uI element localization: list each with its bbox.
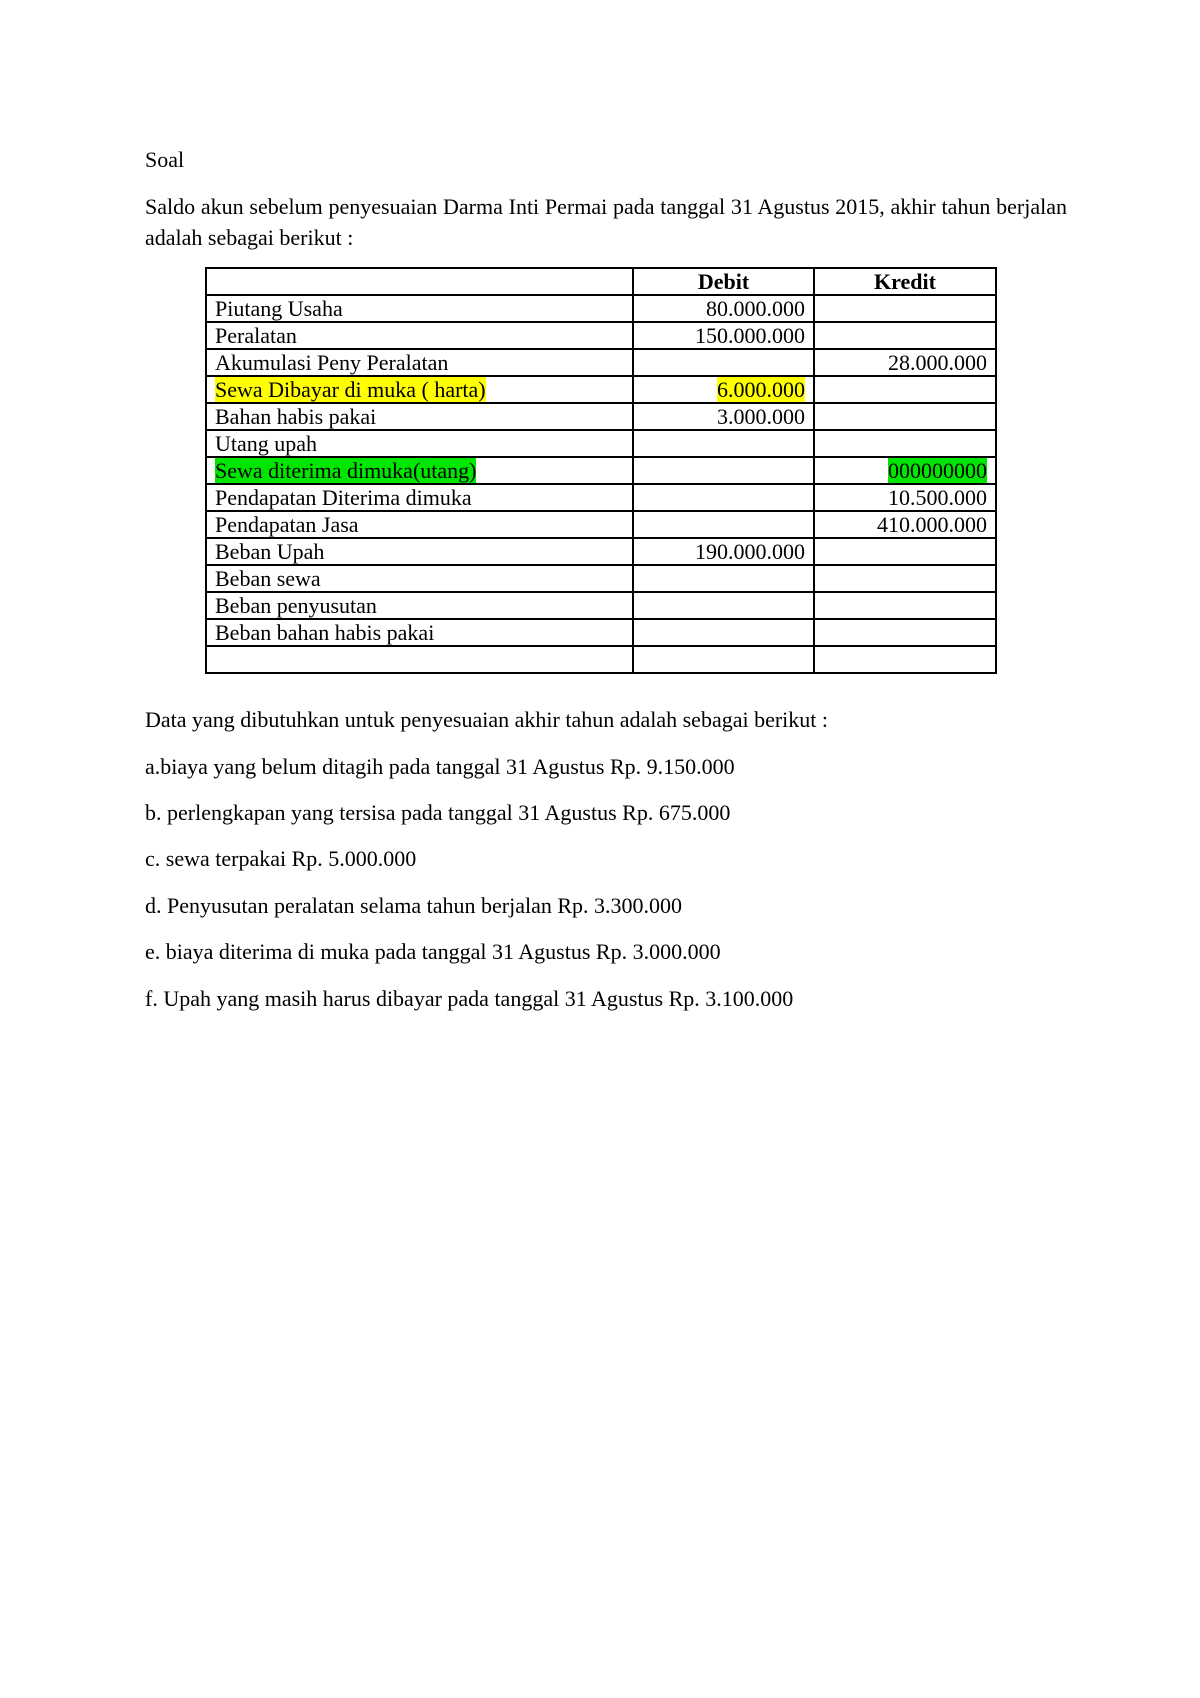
adjustment-item-a: a.biaya yang belum ditagih pada tanggal 31 Agustus Rp. 9.150.000	[145, 754, 735, 779]
table-row	[206, 511, 996, 538]
adjustment-item-c: c. sewa terpakai Rp. 5.000.000	[145, 846, 417, 871]
table-row	[206, 403, 996, 430]
table-row	[206, 430, 996, 457]
row-account: Beban penyusutan	[215, 593, 377, 618]
table-row	[206, 592, 996, 619]
row-debit: 3.000.000	[717, 404, 805, 429]
table-row	[206, 322, 996, 349]
row-account: Beban sewa	[215, 566, 321, 591]
table-row	[206, 376, 996, 403]
row-debit: 80.000.000	[706, 296, 805, 321]
row-account: Piutang Usaha	[215, 296, 343, 321]
row-account: Pendapatan Jasa	[215, 512, 359, 537]
table-row	[206, 295, 996, 322]
table-row	[206, 619, 996, 646]
table-row	[206, 457, 996, 484]
row-account-highlighted: Sewa Dibayar di muka ( harta)	[215, 377, 486, 402]
table-header-row	[206, 268, 996, 295]
row-account: Akumulasi Peny Peralatan	[215, 350, 449, 375]
row-kredit: 28.000.000	[888, 350, 987, 375]
intro-paragraph: Saldo akun sebelum penyesuaian Darma Inti Permai pada tanggal 31 Agustus 2015, akhir tahun berjalan adalah sebagai berikut :	[145, 194, 1067, 250]
row-account: Utang upah	[215, 431, 318, 456]
row-account: Beban Upah	[215, 539, 325, 564]
header-debit: Debit	[633, 268, 814, 295]
row-kredit: 410.000.000	[877, 512, 987, 537]
adjustment-intro: Data yang dibutuhkan untuk penyesuaian akhir tahun adalah sebagai berikut :	[145, 707, 829, 732]
row-account-highlighted: Sewa diterima dimuka(utang)	[215, 458, 477, 483]
row-account: Beban bahan habis pakai	[215, 620, 435, 645]
row-debit: 150.000.000	[695, 323, 805, 348]
adjustment-item-e: e. biaya diterima di muka pada tanggal 31 Agustus Rp. 3.000.000	[145, 939, 721, 964]
header-kredit: Kredit	[814, 268, 996, 295]
adjustment-item-d: d. Penyusutan peralatan selama tahun berjalan Rp. 3.300.000	[145, 893, 683, 918]
row-account: Peralatan	[215, 323, 297, 348]
row-account: Bahan habis pakai	[215, 404, 377, 429]
table-row	[206, 349, 996, 376]
row-account: Pendapatan Diterima dimuka	[215, 485, 472, 510]
row-debit: 190.000.000	[695, 539, 805, 564]
table-row	[206, 538, 996, 565]
table-row	[206, 646, 996, 673]
doc-title: Soal	[145, 147, 185, 172]
row-kredit: 10.500.000	[888, 485, 987, 510]
table-row	[206, 565, 996, 592]
trial-balance-table	[205, 267, 997, 674]
header-account	[206, 268, 633, 295]
adjustment-item-f: f. Upah yang masih harus dibayar pada tanggal 31 Agustus Rp. 3.100.000	[145, 986, 794, 1011]
row-debit-highlighted: 6.000.000	[717, 377, 805, 402]
row-kredit-highlighted: 000000000	[888, 458, 987, 483]
adjustment-item-b: b. perlengkapan yang tersisa pada tanggal 31 Agustus Rp. 675.000	[145, 800, 731, 825]
table-row	[206, 484, 996, 511]
